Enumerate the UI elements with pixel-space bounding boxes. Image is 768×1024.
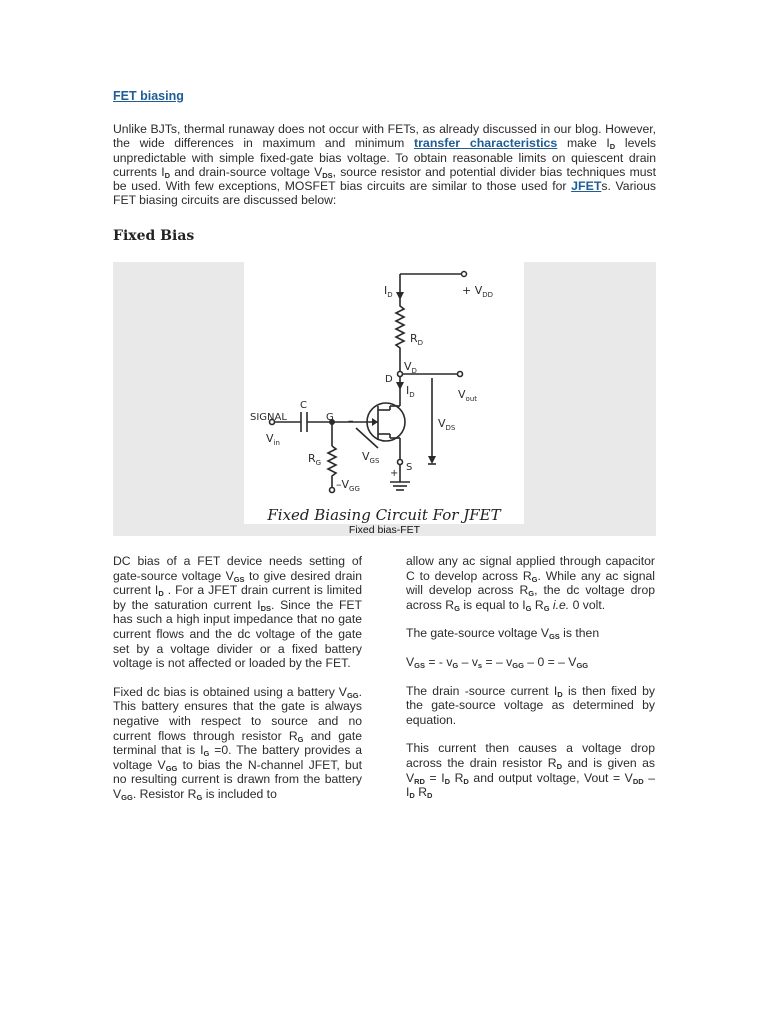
label-g: G	[326, 412, 334, 423]
label-vdd: + $V_{DD}$	[462, 284, 494, 299]
label-id-mid: $I_D$	[406, 384, 415, 399]
vgs-equation: $V_{GS}$ = - $v_G - v_s$ = – $v_{GG} - 0$ = – $V_{GG}$	[406, 654, 589, 670]
circuit-figure	[113, 262, 656, 536]
transfer-characteristics-link[interactable]: transfer characteristics	[413, 136, 558, 151]
right-paragraph-2: The gate-source voltage $V_{GS}$ is then	[406, 626, 600, 642]
label-rd: $R_D$	[410, 332, 424, 347]
section-title: Fixed Bias	[113, 228, 195, 244]
figure-title: Fixed Biasing Circuit For JFET	[267, 506, 501, 524]
label-rg: $R_G$	[308, 452, 322, 467]
label-c: C	[300, 400, 307, 411]
fet-biasing-link[interactable]: FET biasing	[113, 89, 184, 103]
intro-paragraph: Unlike BJTs, thermal runaway does not occur with FETs, as already discussed in our blog. However, the wide differences in maximum and minimum transfer characteristics make $I_D$ levels unpredictable with simple fixed-gate bias voltage. To obtain reasonable limits on quiescent drain currents $I_D$ and drain-source voltage $V_{DS}$, source resistor and potential divider bias techniques must be used. With few exceptions, MOSFET bias circuits are similar to those used for JFETs. Various FET biasing circuits are discussed below:	[113, 122, 657, 208]
label-id-top: $I_D$	[384, 284, 393, 299]
label-vgg: $-V_{GG}$	[336, 478, 360, 493]
right-column	[406, 554, 655, 814]
right-paragraph-4: The drain -source current $I_D$ is then fixed by the gate-source voltage as determined by equation.	[406, 683, 655, 727]
label-vds: $V_{DS}$	[438, 417, 456, 432]
label-vgs: $V_{GS}$	[362, 450, 380, 465]
label-s: S	[406, 462, 413, 473]
label-vin: $V_{in}$	[266, 432, 280, 447]
label-vd: $V_D$	[404, 360, 417, 375]
left-paragraph-2: Fixed dc bias is obtained using a battery $V_{GG}$. This battery ensures that the gate is always negative with respect to source and no current flows through resistor $R_G$ and gate terminal that is $I_G =0$. The battery provides a voltage $V_{GG}$ to bias the N-channel JFET, but no resulting current is drawn from the battery $V_{GG}$. Resistor $R_G$ is included to	[113, 684, 363, 802]
label-plus: +	[390, 468, 399, 479]
label-minus: –	[348, 414, 354, 427]
figure-caption: Fixed bias-FET	[348, 524, 421, 536]
label-signal: SIGNAL	[250, 412, 287, 423]
left-column	[113, 554, 362, 816]
left-paragraph-1: DC bias of a FET device needs setting of gate-source voltage $V_{GS}$ to give desired drain current $I_D$ . For a JFET drain current is limited by the saturation current $I_{DS}$. Since the FET has such a high input impedance that no gate current flows and the dc voltage of the gate set by a voltage divider or a fixed battery voltage is not affected or loaded by the FET.	[113, 554, 363, 671]
fixed-bias-circuit-svg	[244, 262, 524, 524]
jfet-link[interactable]: JFET	[571, 179, 602, 194]
right-paragraph-1: allow any ac signal applied through capacitor C to develop across $R_G$. While any ac signal will develop across $R_G$, the dc voltage drop across $R_G$ is equal to $I_G$ $R_G$ i.e. 0 volt.	[406, 554, 655, 613]
label-d: D	[385, 374, 393, 385]
right-paragraph-5: This current then causes a voltage drop across the drain resistor $R_D$ and is given as $V_{RD} = I_D$ $R_D$ and output voltage, Vout = $V_{DD} - I_D$ $R_D$	[406, 741, 656, 801]
circuit-diagram	[244, 262, 524, 524]
label-vout: $V_{out}$	[458, 388, 477, 403]
